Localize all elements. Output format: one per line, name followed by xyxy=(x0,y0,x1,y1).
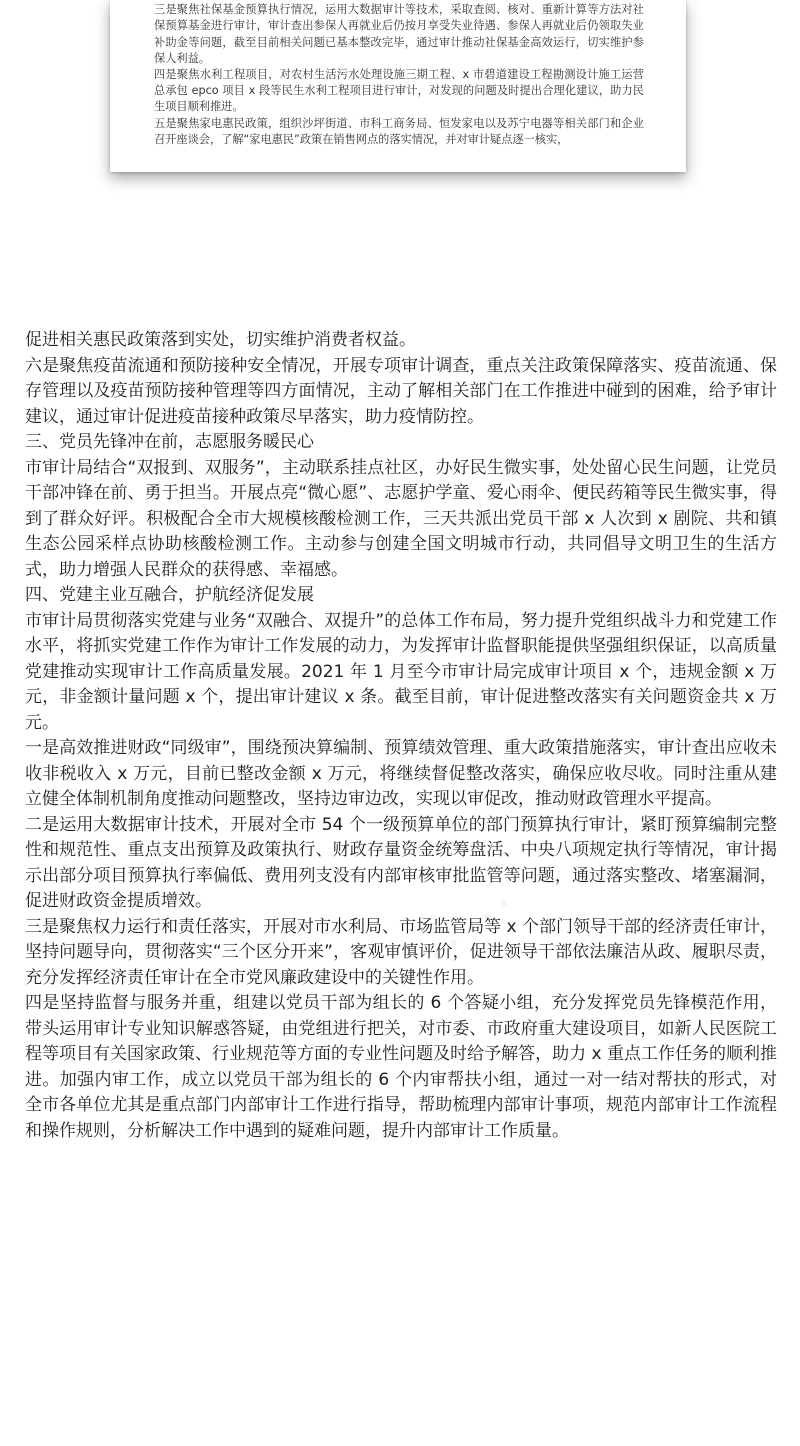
document-preview-thumbnail xyxy=(0,0,800,200)
body-paragraph: 市审计局贯彻落实党建与业务“双融合、双提升”的总体工作布局，努力提升党组织战斗力和党建工作水平，将抓实党建工作作为审计工作发展的动力，为发挥审计监督职能提供坚强组织保证，以高质量党建推动实现审计工作高质量发展。2021 年 1 月至今市审计局完成审计项目 x 个，违规金额 x 万元，非金额计量问题 x 个，提出审计建议 x 条。截至目前，审计促进整改落实有关问题资金共 x 万元。 xyxy=(25,610,777,733)
preview-page-card xyxy=(110,0,686,172)
document-body xyxy=(25,328,777,1144)
body-paragraph: 促进相关惠民政策落到实处，切实维护消费者权益。 xyxy=(25,330,416,350)
body-paragraph: 二是运用大数据审计技术，开展对全市 54 个一级预算单位的部门预算执行审计，紧盯预算编制完整性和规范性、重点支出预算及政策执行、财政存量资金统筹盘活、中央八项规定执行等情况，审计揭示出部分项目预算执行率偏低、费用列支没有内部审核审批监管等问题，通过落实整改、堵塞漏洞，促进财政资金提质增效。 xyxy=(25,814,777,911)
preview-paragraph: 五是聚焦家电惠民政策，组织沙坪街道、市科工商务局、恒发家电以及苏宁电器等相关部门和企业召开座谈会，了解“家电惠民”政策在销售网点的落实情况，并对审计疑点逐一核实， xyxy=(154,116,644,146)
watermark: ····· xyxy=(414,873,533,983)
preview-text xyxy=(154,0,644,148)
section-heading: 四、党建主业互融合，护航经济促发展 xyxy=(25,585,314,605)
body-paragraph: 市审计局结合“双报到、双服务”，主动联系挂点社区，办好民生微实事，处处留心民生问题，让党员干部冲锋在前、勇于担当。开展点亮“微心愿”、志愿护学童、爱心雨伞、便民药箱等民生微实事，得到了群众好评。积极配合全市大规模核酸检测工作，三天共派出党员干部 x 人次到 x 剧院、共和镇生态公园采样点协助核酸检测工作。主动参与创建全国文明城市行动，共同倡导文明卫生的生活方式，助力增强人民群众的获得感、幸福感。 xyxy=(25,457,777,580)
preview-paragraph: 四是聚焦水利工程项目，对农村生活污水处理设施三期工程、x 市碧道建设工程勘测设计施工运营总承包 epco 项目 x 段等民生水利工程项目进行审计，对发现的问题及时提出合理化建议，助力民生项目顺利推进。 xyxy=(154,68,644,114)
preview-paragraph: 三是聚焦社保基金预算执行情况，运用大数据审计等技术，采取查阅、核对、重新计算等方法对社保预算基金进行审计，审计查出参保人再就业后仍按月享受失业待遇、参保人再就业后仍领取失业补助金等问题，截至目前相关问题已基本整改完毕，通过审计推动社保基金高效运行，切实维护参保人利益。 xyxy=(154,3,644,65)
section-heading: 三、党员先锋冲在前，志愿服务暖民心 xyxy=(25,432,314,452)
watermark: ····· xyxy=(154,593,273,703)
body-paragraph: 六是聚焦疫苗流通和预防接种安全情况，开展专项审计调查，重点关注政策保障落实、疫苗流通、保存管理以及疫苗预防接种管理等四方面情况，主动了解相关部门在工作推进中碰到的困难，给予审计建议，通过审计促进疫苗接种政策尽早落实，助力疫情防控。 xyxy=(25,355,777,427)
body-paragraph: 三是聚焦权力运行和责任落实，开展对市水利局、市场监管局等 x 个部门领导干部的经济责任审计，坚持问题导向，贯彻落实“三个区分开来”，客观审慎评价，促进领导干部依法廉洁从政、履职尽责，充分发挥经济责任审计在全市党风廉政建设中的关键性作用。 xyxy=(25,916,777,988)
body-paragraph: 四是坚持监督与服务并重，组建以党员干部为组长的 6 个答疑小组，充分发挥党员先锋模范作用，带头运用审计专业知识解惑答疑，由党组进行把关，对市委、市政府重大建设项目，如新人民医院工程等项目有关国家政策、行业规范等方面的专业性问题及时给予解答，助力 x 重点工作任务的顺利推进。加强内审工作，成立以党员干部为组长的 6 个内审帮扶小组，通过一对一结对帮扶的形式，对全市各单位尤其是重点部门内部审计工作进行指导，帮助梳理内部审计事项，规范内部审计工作流程和操作规则，分析解决工作中遇到的疑难问题，提升内部审计工作质量。 xyxy=(25,993,777,1141)
body-paragraph: 一是高效推进财政“同级审”，围绕预决算编制、预算绩效管理、重大政策措施落实，审计查出应收未收非税收入 x 万元，目前已整改金额 x 万元，将继续督促整改落实，确保应收尽收。同时注重从建立健全体制机制角度推动问题整改，坚持边审边改，实现以审促改，推动财政管理水平提高。 xyxy=(25,738,777,809)
